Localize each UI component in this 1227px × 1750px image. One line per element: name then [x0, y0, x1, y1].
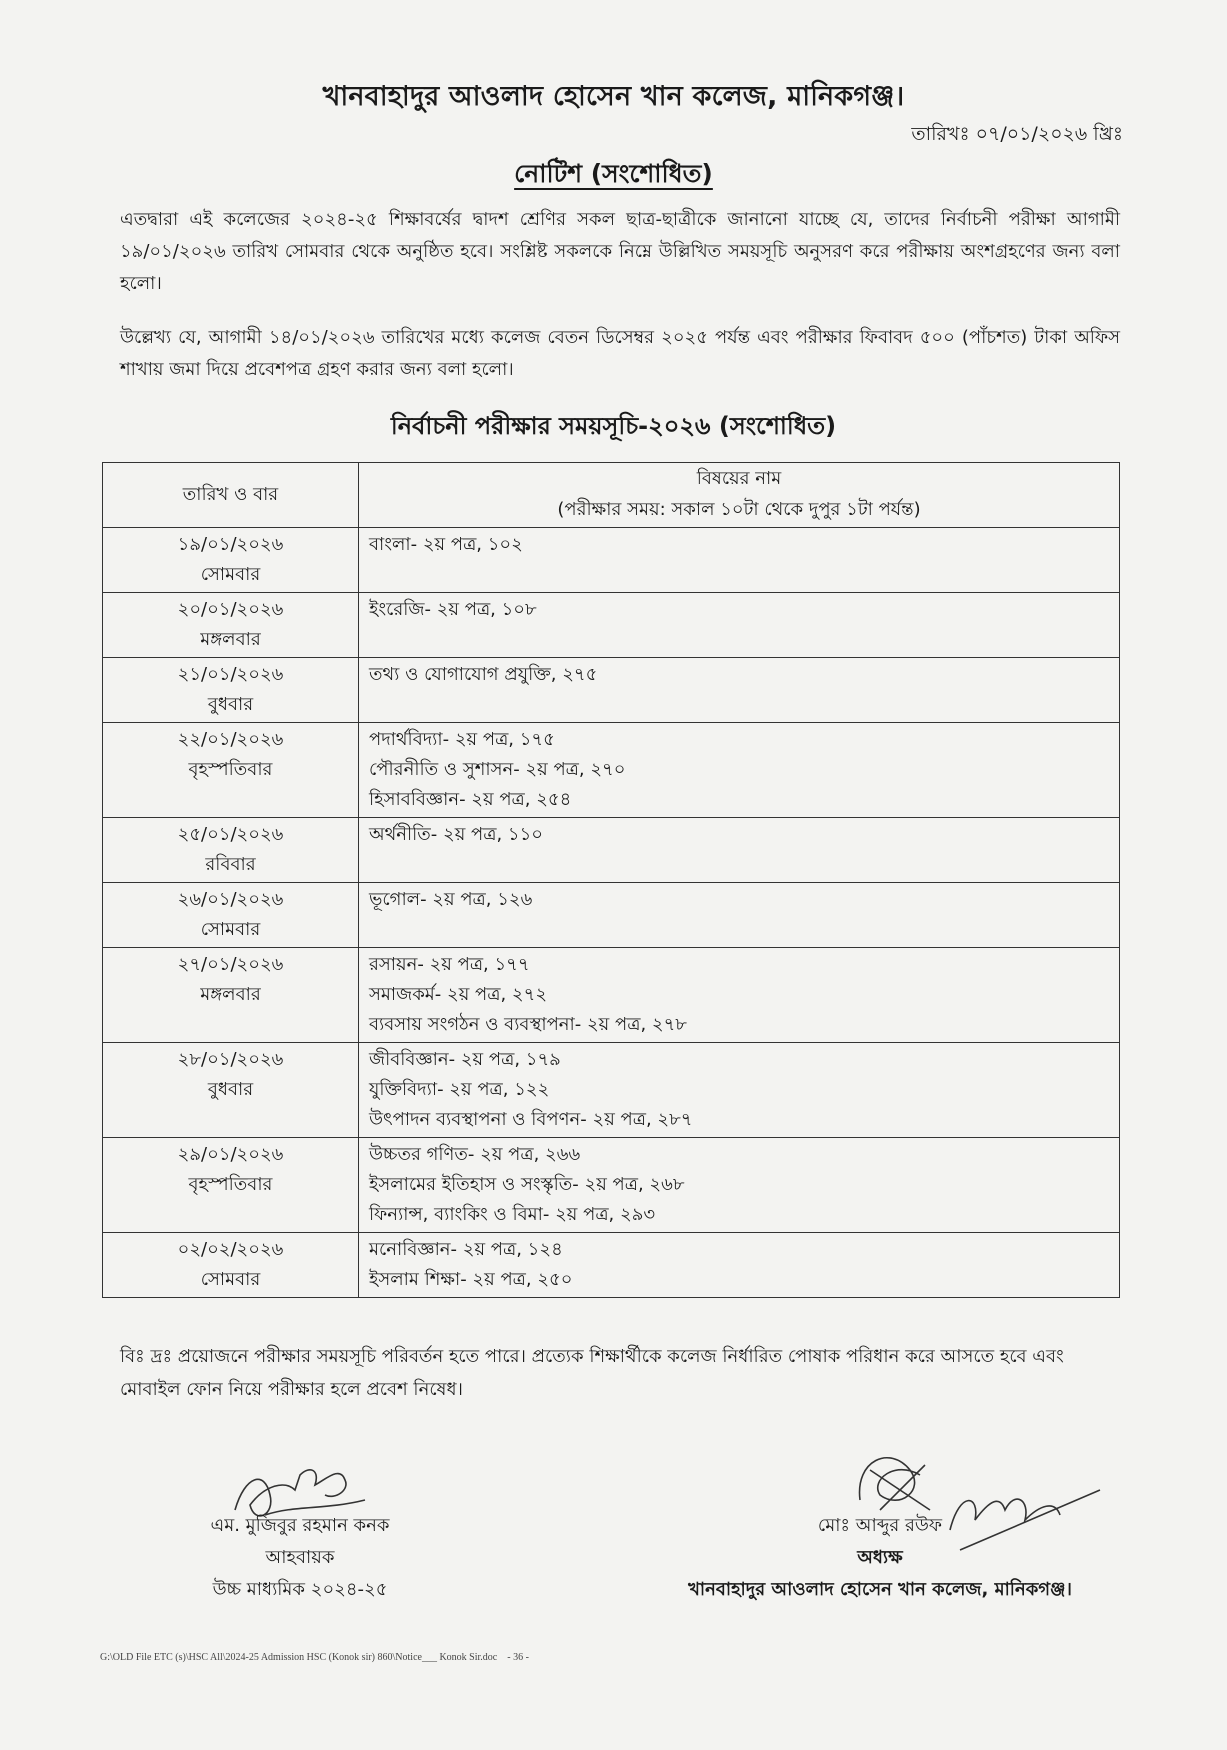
- exam-day: সোমবার: [200, 564, 261, 585]
- notice-date: তারিখঃ ০৭/০১/২০২৬ খ্রিঃ: [911, 123, 1123, 145]
- exam-subject: সমাজকর্ম- ২য় পত্র, ২৭২: [369, 984, 548, 1005]
- header-subject-column: [359, 463, 1120, 528]
- exam-subject: ইসলাম শিক্ষা- ২য় পত্র, ২৫০: [369, 1269, 573, 1290]
- exam-date: ২২/০১/২০২৬: [177, 729, 284, 750]
- exam-date-cell: [103, 948, 359, 1043]
- exam-day: রবিবার: [205, 854, 256, 875]
- exam-date-cell: [103, 723, 359, 818]
- table-row: [103, 1043, 1120, 1138]
- exam-subjects-cell: [359, 1138, 1120, 1233]
- table-row: [103, 658, 1120, 723]
- schedule-table: [102, 462, 1120, 1298]
- exam-date: ০২/০২/২০২৬: [177, 1239, 284, 1260]
- signatory-right-college: খানবাহাদুর আওলাদ হোসেন খান কলেজ, মানিকগঞ্জ।: [688, 1579, 1072, 1600]
- exam-subject: মনোবিজ্ঞান- ২য় পত্র, ১২৪: [369, 1239, 563, 1260]
- exam-date: ২৭/০১/২০২৬: [177, 954, 284, 975]
- exam-date-cell: [103, 593, 359, 658]
- exam-subject: যুক্তিবিদ্যা- ২য় পত্র, ১২২: [369, 1079, 550, 1100]
- table-row: [103, 948, 1120, 1043]
- exam-day: সোমবার: [200, 1269, 261, 1290]
- notice-paragraph-2: উল্লেখ্য যে, আগামী ১৪/০১/২০২৬ তারিখের মধ্যে কলেজ বেতন ডিসেম্বর ২০২৫ পর্যন্ত এবং পরীক্ষার ফিবাবদ ৫০০ (পাঁচশত) টাকা অফিস শাখায় জমা দিয়ে প্রবেশপত্র গ্রহণ করার জন্য বলা হলো।: [120, 327, 1120, 380]
- signatory-right-role: অধ্যক্ষ: [857, 1547, 903, 1568]
- exam-date-cell: [103, 1043, 359, 1138]
- exam-subjects-cell: [359, 883, 1120, 948]
- notice-title: নোটিশ (সংশোধিত): [514, 159, 713, 188]
- header-subject-label: বিষয়ের নাম: [696, 468, 782, 489]
- header-date-column: তারিখ ও বার: [103, 463, 359, 528]
- exam-subject: ব্যবসায় সংগঠন ও ব্যবস্থাপনা- ২য় পত্র, ২৭৮: [369, 1014, 687, 1035]
- footer-file-path: [100, 1652, 529, 1663]
- table-row: [103, 723, 1120, 818]
- signatory-left: [170, 1510, 430, 1606]
- exam-date: ২১/০১/২০২৬: [177, 664, 284, 685]
- exam-subject: উৎপাদন ব্যবস্থাপনা ও বিপণন- ২য় পত্র, ২৮৭: [369, 1109, 693, 1130]
- footnote: বিঃ দ্রঃ প্রয়োজনে পরীক্ষার সময়সূচি পরিবর্তন হতে পারে। প্রত্যেক শিক্ষার্থীকে কলেজ নির্ধারিত পোষাক পরিধান করে আসতে হবে এবং মোবাইল ফোন নিয়ে পরীক্ষার হলে প্রবেশ নিষেধ।: [120, 1346, 1064, 1400]
- exam-subject: বাংলা- ২য় পত্র, ১০২: [369, 534, 523, 555]
- exam-subjects-cell: [359, 723, 1120, 818]
- exam-subject: ভূগোল- ২য় পত্র, ১২৬: [369, 889, 533, 910]
- signatory-left-name: এম. মুজিবুর রহমান কনক: [210, 1515, 390, 1536]
- exam-subject: ইংরেজি- ২য় পত্র, ১০৮: [369, 599, 537, 620]
- signatory-left-role: আহবায়ক: [265, 1547, 335, 1568]
- page-number: - 36 -: [507, 1652, 529, 1663]
- exam-subjects-cell: [359, 658, 1120, 723]
- exam-day: বুধবার: [207, 694, 254, 715]
- exam-day: বুধবার: [207, 1079, 254, 1100]
- exam-subject: ফিন্যান্স, ব্যাংকিং ও বিমা- ২য় পত্র, ২৯৩: [369, 1204, 656, 1225]
- table-row: [103, 593, 1120, 658]
- exam-subjects-cell: [359, 1043, 1120, 1138]
- header-exam-time: (পরীক্ষার সময়: সকাল ১০টা থেকে দুপুর ১টা পর্যন্ত): [557, 499, 921, 520]
- exam-subject: জীববিজ্ঞান- ২য় পত্র, ১৭৯: [369, 1049, 561, 1070]
- signatory-right: [640, 1510, 1120, 1606]
- exam-subjects-cell: [359, 1233, 1120, 1298]
- exam-date-cell: [103, 528, 359, 593]
- college-name: খানবাহাদুর আওলাদ হোসেন খান কলেজ, মানিকগঞ্জ।: [322, 81, 905, 112]
- table-row: [103, 883, 1120, 948]
- exam-subject: অর্থনীতি- ২য় পত্র, ১১০: [369, 824, 543, 845]
- exam-day: বৃহস্পতিবার: [188, 759, 273, 780]
- exam-subjects-cell: [359, 948, 1120, 1043]
- exam-day: বৃহস্পতিবার: [188, 1174, 273, 1195]
- exam-date: ২৯/০১/২০২৬: [177, 1144, 284, 1165]
- exam-date-cell: [103, 883, 359, 948]
- exam-subjects-cell: [359, 528, 1120, 593]
- table-row: [103, 818, 1120, 883]
- schedule-title: নির্বাচনী পরীক্ষার সময়সূচি-২০২৬ (সংশোধিত): [390, 412, 837, 440]
- exam-subject: উচ্চতর গণিত- ২য় পত্র, ২৬৬: [369, 1144, 581, 1165]
- signatory-right-name: মোঃ আব্দুর রউফ: [817, 1515, 943, 1536]
- exam-subjects-cell: [359, 818, 1120, 883]
- exam-day: মঙ্গলবার: [200, 984, 261, 1005]
- table-header-row: [103, 463, 1120, 528]
- exam-date-cell: [103, 1233, 359, 1298]
- notice-paragraph-1: এতদ্বারা এই কলেজের ২০২৪-২৫ শিক্ষাবর্ষের দ্বাদশ শ্রেণির সকল ছাত্র-ছাত্রীকে জানানো যাচ্ছে যে, তাদের নির্বাচনী পরীক্ষা আগামী ১৯/০১/২০২৬ তারিখ সোমবার থেকে অনুষ্ঠিত হবে। সংশ্লিষ্ট সকলকে নিম্নে উল্লিখিত সময়সূচি অনুসরণ করে পরীক্ষায় অংশগ্রহণের জন্য বলা হলো।: [120, 209, 1120, 294]
- schedule-table-body: [103, 528, 1120, 1298]
- signatory-left-unit: উচ্চ মাধ্যমিক ২০২৪-২৫: [212, 1579, 388, 1600]
- exam-subject: তথ্য ও যোগাযোগ প্রযুক্তি, ২৭৫: [369, 664, 598, 685]
- exam-subject: রসায়ন- ২য় পত্র, ১৭৭: [369, 954, 530, 975]
- exam-date: ২৫/০১/২০২৬: [177, 824, 284, 845]
- exam-day: মঙ্গলবার: [200, 629, 261, 650]
- exam-subject: ইসলামের ইতিহাস ও সংস্কৃতি- ২য় পত্র, ২৬৮: [369, 1174, 685, 1195]
- exam-subject: হিসাববিজ্ঞান- ২য় পত্র, ২৫৪: [369, 789, 572, 810]
- exam-date: ২৬/০১/২০২৬: [177, 889, 284, 910]
- exam-subject: পৌরনীতি ও সুশাসন- ২য় পত্র, ২৭০: [369, 759, 626, 780]
- exam-date: ২৮/০১/২০২৬: [177, 1049, 284, 1070]
- table-row: [103, 1138, 1120, 1233]
- exam-day: সোমবার: [200, 919, 261, 940]
- exam-date-cell: [103, 658, 359, 723]
- exam-date-cell: [103, 818, 359, 883]
- exam-subjects-cell: [359, 593, 1120, 658]
- exam-subject: পদার্থবিদ্যা- ২য় পত্র, ১৭৫: [369, 729, 555, 750]
- exam-date-cell: [103, 1138, 359, 1233]
- table-row: [103, 1233, 1120, 1298]
- table-row: [103, 528, 1120, 593]
- file-path-text: G:\OLD File ETC (s)\HSC All\2024-25 Admission HSC (Konok sir) 860\Notice___ Konok Sir.doc: [100, 1652, 498, 1663]
- exam-date: ২০/০১/২০২৬: [177, 599, 284, 620]
- exam-date: ১৯/০১/২০২৬: [177, 534, 284, 555]
